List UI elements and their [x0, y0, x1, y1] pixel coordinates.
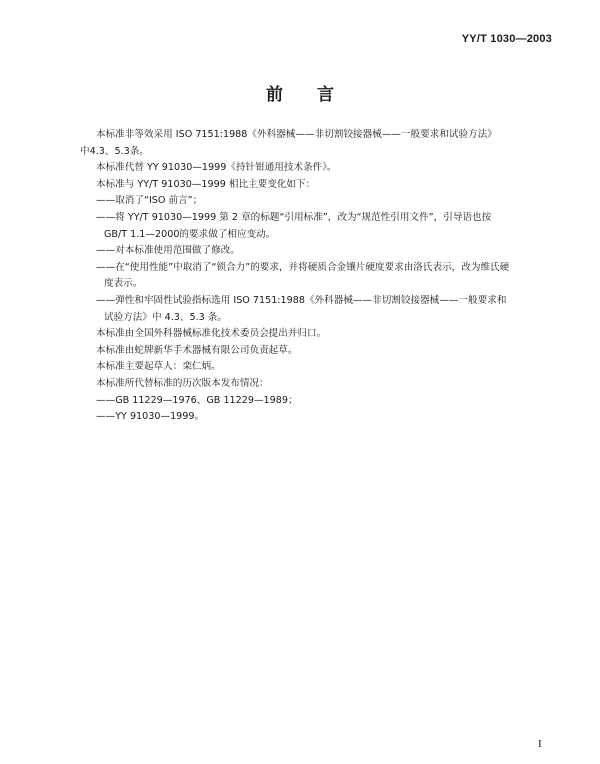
standard-code: YY/T 1030—2003	[461, 33, 552, 45]
history-item-2: ——YY 91030—1999。	[96, 411, 205, 423]
change-item-3: ——对本标准使用范围做了修改。	[96, 245, 240, 257]
paragraph-replaces: 本标准代替 YY 91030—1999《持针钳通用技术条件》。	[96, 162, 337, 174]
change-item-4-line1: ——在“使用性能”中取消了“锁合力”的要求，并将硬质合金镶片硬度要求由洛氏表示，改为维氏硬	[96, 261, 510, 273]
title-char-2: 言	[317, 85, 334, 105]
change-item-1: ——取消了“ISO 前言”；	[96, 195, 203, 207]
title-char-1: 前	[266, 85, 283, 105]
page-number: I	[538, 738, 542, 750]
paragraph-drafted-by: 本标准由蛇牌新华手术器械有限公司负责起草。	[96, 344, 298, 356]
change-item-5-line1: ——弹性和牢固性试验指标选用 ISO 7151:1988《外科器械——非切割铰接器械——一般要求和	[96, 294, 507, 306]
paragraph-proposed-by: 本标准由全国外科器械标准化技术委员会提出并归口。	[96, 328, 327, 340]
change-item-4-line2: 度表示。	[104, 278, 143, 290]
change-item-2-line2: GB/T 1.1—2000的要求做了相应变动。	[104, 228, 276, 240]
paragraph-adoption-line2: 中4.3、5.3条。	[80, 145, 149, 157]
page-title	[0, 80, 600, 105]
paragraph-changes-intro: 本标准与 YY/T 91030—1999 相比主要变化如下：	[96, 178, 316, 190]
change-item-2-line1: ——将 YY/T 91030—1999 第 2 章的标题“引用标准”，改为“规范性引用文件”，引导语也按	[96, 211, 492, 223]
paragraph-drafters: 本标准主要起草人：栾仁炳。	[96, 361, 221, 373]
foreword-body	[80, 127, 550, 426]
history-item-1: ——GB 11229—1976、GB 11229—1989；	[96, 394, 298, 406]
change-item-5-line2: 试验方法》中 4.3、5.3 条。	[104, 311, 227, 323]
paragraph-adoption-line1: 本标准非等效采用 ISO 7151:1988《外科器械——非切割铰接器械——一般要求和试验方法》	[96, 129, 497, 140]
paragraph-history-intro: 本标准所代替标准的历次版本发布情况：	[96, 377, 269, 389]
